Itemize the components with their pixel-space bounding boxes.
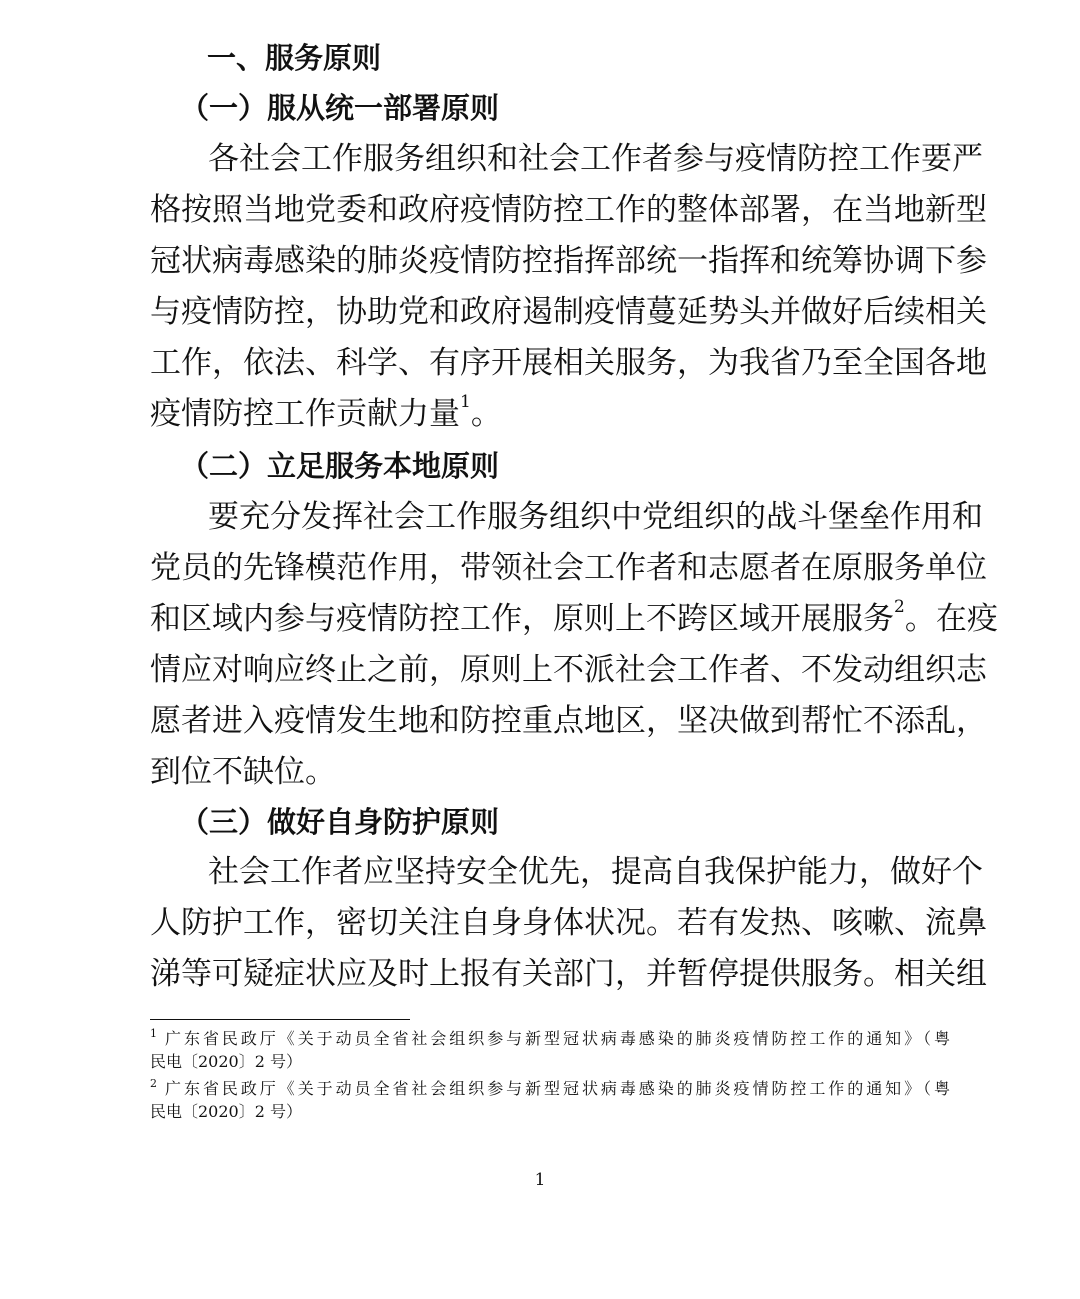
paragraph-line: 涕等可疑症状应及时上报有关部门，并暂停提供服务。相关组	[150, 956, 987, 992]
footnote-marker: 1	[150, 1027, 157, 1040]
page-number: 1	[534, 1170, 546, 1190]
section-1-paragraph	[150, 134, 987, 440]
line-text: 和区域内参与疫情防控工作，原则上不跨区域开展服务	[150, 601, 894, 637]
paragraph-line: 人防护工作，密切关注自身身体状况。若有发热、咳嗽、流鼻	[150, 905, 987, 941]
section-heading-3: （三）做好自身防护原则	[180, 805, 500, 839]
paragraph-line: 要充分发挥社会工作服务组织中党组织的战斗堡垒作用和	[208, 499, 983, 535]
paragraph-line: 格按照当地党委和政府疫情防控工作的整体部署，在当地新型	[150, 192, 987, 228]
line-text: 。	[470, 396, 502, 432]
footnote-marker: 2	[150, 1077, 157, 1090]
paragraph-line: 社会工作者应坚持安全优先，提高自我保护能力，做好个	[208, 854, 983, 890]
main-heading: 一、服务原则	[207, 41, 382, 75]
section-3-paragraph	[150, 847, 987, 1000]
paragraph-line: 工作，依法、科学、有序开展相关服务，为我省乃至全国各地	[150, 345, 987, 381]
section-heading-2: （二）立足服务本地原则	[180, 449, 500, 483]
footnote-separator	[150, 1019, 410, 1020]
footnote-text: 广东省民政厅《关于动员全省社会组织参与新型冠状病毒感染的肺炎疫情防控工作的通知》（粤	[165, 1029, 950, 1048]
footnote-1	[150, 1027, 950, 1073]
paragraph-line: 愿者进入疫情发生地和防控重点地区，坚决做到帮忙不添乱，	[150, 703, 987, 739]
line-text: 疫情防控工作贡献力量	[150, 396, 460, 432]
footnote-line: 民电〔2020〕2 号）	[150, 1052, 302, 1071]
line-text: 。在疫	[904, 601, 998, 637]
footnote-line	[150, 1077, 950, 1100]
footnote-ref-2: 2	[894, 597, 905, 617]
footnote-text: 广东省民政厅《关于动员全省社会组织参与新型冠状病毒感染的肺炎疫情防控工作的通知》（粤	[165, 1079, 950, 1098]
paragraph-line: 与疫情防控，协助党和政府遏制疫情蔓延势头并做好后续相关	[150, 294, 987, 330]
paragraph-line	[150, 594, 998, 645]
section-2-paragraph	[150, 492, 998, 798]
paragraph-line: 党员的先锋模范作用，带领社会工作者和志愿者在原服务单位	[150, 550, 987, 586]
footnote-2	[150, 1077, 950, 1123]
paragraph-line: 到位不缺位。	[150, 754, 336, 790]
paragraph-line	[150, 389, 950, 440]
footnote-ref-1: 1	[460, 392, 471, 412]
paragraph-line: 情应对响应终止之前，原则上不派社会工作者、不发动组织志	[150, 652, 987, 688]
paragraph-line: 冠状病毒感染的肺炎疫情防控指挥部统一指挥和统筹协调下参	[150, 243, 987, 279]
section-heading-1: （一）服从统一部署原则	[180, 91, 500, 125]
paragraph-line: 各社会工作服务组织和社会工作者参与疫情防控工作要严	[208, 141, 983, 177]
footnote-line: 民电〔2020〕2 号）	[150, 1102, 302, 1121]
footnote-line	[150, 1027, 950, 1050]
